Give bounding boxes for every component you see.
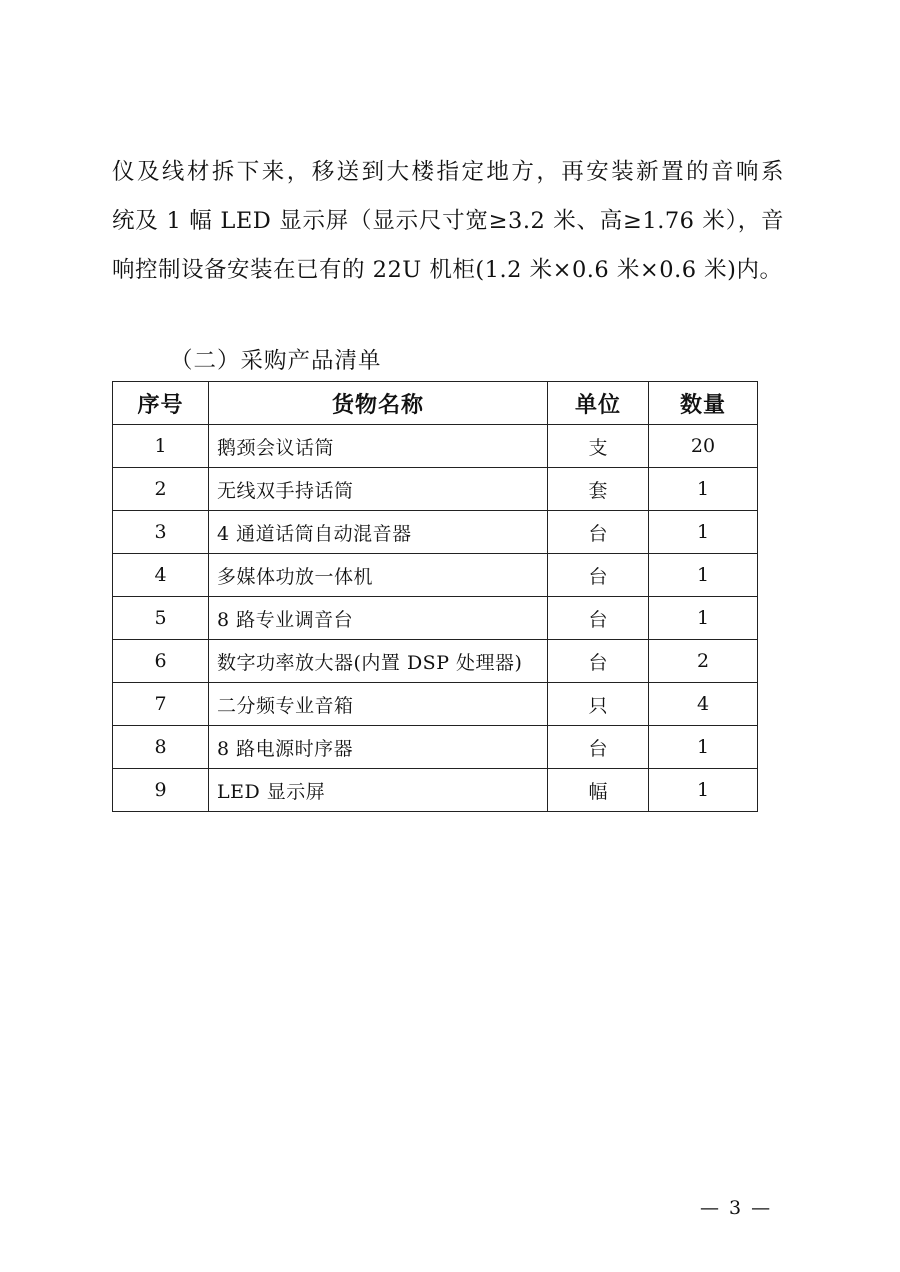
header-qty: 数量 [649, 382, 758, 425]
cell-name: 多媒体功放一体机 [209, 554, 548, 597]
table-row [113, 769, 758, 812]
table-row [113, 425, 758, 468]
cell-qty: 1 [649, 511, 758, 554]
product-list-table [112, 381, 758, 812]
cell-seq: 2 [113, 468, 209, 511]
cell-qty: 1 [649, 597, 758, 640]
cell-unit: 只 [548, 683, 649, 726]
table-header-row [113, 382, 758, 425]
cell-seq: 4 [113, 554, 209, 597]
cell-unit: 台 [548, 511, 649, 554]
header-unit: 单位 [548, 382, 649, 425]
cell-seq: 7 [113, 683, 209, 726]
cell-name: 数字功率放大器(内置 DSP 处理器) [209, 640, 548, 683]
cell-qty: 4 [649, 683, 758, 726]
cell-unit: 台 [548, 640, 649, 683]
page-number: — 3 — [700, 1197, 773, 1219]
cell-unit: 台 [548, 726, 649, 769]
cell-qty: 1 [649, 554, 758, 597]
cell-seq: 3 [113, 511, 209, 554]
cell-qty: 1 [649, 468, 758, 511]
table-row [113, 468, 758, 511]
cell-qty: 1 [649, 726, 758, 769]
cell-name: 8 路电源时序器 [209, 726, 548, 769]
cell-unit: 幅 [548, 769, 649, 812]
cell-unit: 台 [548, 554, 649, 597]
cell-name: 无线双手持话筒 [209, 468, 548, 511]
cell-name: 8 路专业调音台 [209, 597, 548, 640]
section-heading: （二）采购产品清单 [170, 348, 382, 374]
cell-qty: 1 [649, 769, 758, 812]
cell-name: 4 通道话筒自动混音器 [209, 511, 548, 554]
table-row [113, 683, 758, 726]
table-row [113, 640, 758, 683]
cell-name: LED 显示屏 [209, 769, 548, 812]
header-seq: 序号 [113, 382, 209, 425]
cell-seq: 6 [113, 640, 209, 683]
cell-seq: 9 [113, 769, 209, 812]
cell-unit: 套 [548, 468, 649, 511]
cell-seq: 5 [113, 597, 209, 640]
cell-qty: 2 [649, 640, 758, 683]
table-row [113, 511, 758, 554]
cell-seq: 1 [113, 425, 209, 468]
header-name: 货物名称 [209, 382, 548, 425]
cell-unit: 支 [548, 425, 649, 468]
cell-name: 鹅颈会议话筒 [209, 425, 548, 468]
cell-qty: 20 [649, 425, 758, 468]
cell-name: 二分频专业音箱 [209, 683, 548, 726]
body-paragraph-line-2: 统及 1 幅 LED 显示屏（显示尺寸宽≥3.2 米、高≥1.76 米），音 [112, 208, 784, 234]
table-row [113, 726, 758, 769]
cell-unit: 台 [548, 597, 649, 640]
cell-seq: 8 [113, 726, 209, 769]
body-paragraph-line-1: 仪及线材拆下来，移送到大楼指定地方，再安装新置的音响系 [112, 159, 784, 185]
table-row [113, 554, 758, 597]
body-paragraph-line-3: 响控制设备安装在已有的 22U 机柜(1.2 米×0.6 米×0.6 米)内。 [112, 257, 783, 283]
table-row [113, 597, 758, 640]
